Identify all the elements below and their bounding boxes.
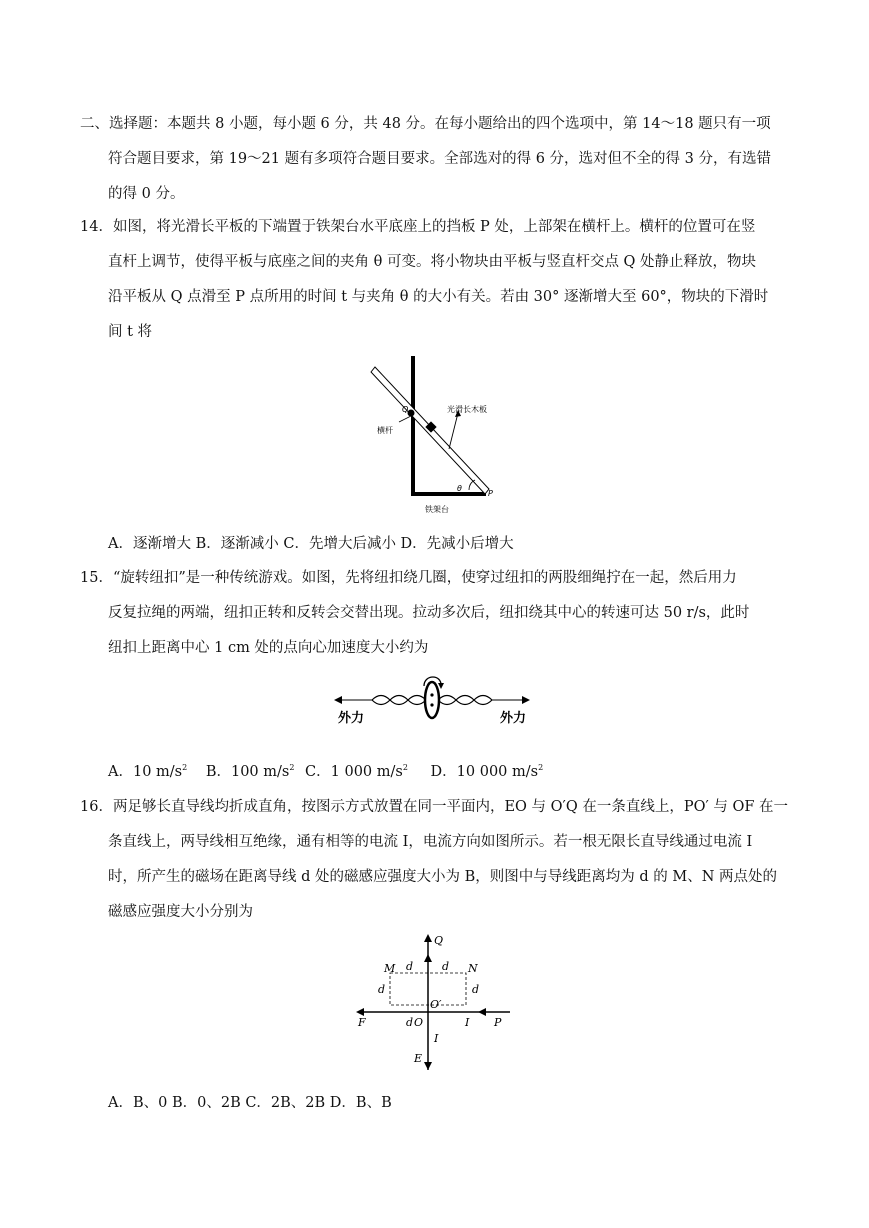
label-force-left: 外力: [338, 711, 365, 726]
q16-line-3: 时，所产生的磁场在距离导线 d 处的磁感应强度大小为 B，则图中与导线距离均为 d 的 M、N 两点处的: [108, 869, 778, 885]
q15-option-c: C．1 000 $m/s^2$: [305, 763, 408, 780]
f-arrowhead: [356, 1008, 364, 1016]
label-d-bottom: d: [406, 1016, 414, 1029]
twisted-string-right-b: [438, 696, 492, 705]
button-hole-1: [430, 693, 433, 696]
q15-line-1: 15．“旋转纽扣”是一种传统游戏。如图，先将纽扣绕几圈，使穿过纽扣的两股细绳拧在一起，然后用力: [80, 570, 737, 586]
q16-options: A．B、0 B．0、2B C．2B、2B D．B、B: [108, 1095, 392, 1111]
label-force-right: 外力: [500, 711, 527, 726]
label-e: E: [414, 1052, 423, 1065]
q14-options: A．逐渐增大 B．逐渐减小 C．先增大后减小 D．先减小后增大: [108, 536, 514, 552]
q16-line-2: 条直线上，两导线相互绝缘，通有相等的电流 I，电流方向如图所示。若一根无限长直导线通过电流 I: [108, 834, 753, 850]
q14-line-4: 间 t 将: [108, 324, 153, 340]
stand-base: [411, 492, 486, 496]
q15-line-3: 纽扣上距离中心 1 cm 处的点向心加速度大小约为: [108, 640, 429, 656]
section-header-line-2: 符合题目要求，第 19～21 题有多项符合题目要求。全部选对的得 6 分，选对但不全的得 3 分，有选错: [108, 151, 772, 167]
label-p: P: [494, 1016, 502, 1029]
section-header-line-1: 二、选择题：本题共 8 小题，每小题 6 分，共 48 分。在每小题给出的四个选项中，第 14～18 题只有一项: [80, 116, 771, 132]
q-arrowhead: [424, 934, 432, 942]
label-d-top-left: d: [406, 960, 414, 973]
twisted-string-left-b: [372, 696, 426, 705]
q15-button-figure: [332, 668, 532, 730]
label-d-left: d: [378, 983, 386, 996]
label-o: O: [414, 1016, 424, 1029]
label-i-bottom: I: [434, 1032, 439, 1045]
label-crossbar: 横杆: [377, 426, 393, 435]
label-d-right: d: [472, 983, 480, 996]
q14-line-1: 14．如图，将光滑长平板的下端置于铁架台水平底座上的挡板 P 处，上部架在横杆上。横杆的位置可在竖: [80, 219, 756, 235]
label-d-top-right: d: [442, 960, 450, 973]
q16-line-1: 16．两足够长直导线均折成直角，按图示方式放置在同一平面内，EO 与 O′Q 在一条直线上，PO′ 与 OF 在一: [80, 799, 789, 815]
label-i-right: I: [465, 1016, 470, 1029]
q15-option-a: A．10 $m/s^2$: [108, 763, 188, 780]
label-o-prime: O′: [430, 998, 442, 1011]
twisted-string-left-a: [372, 696, 426, 705]
board-pointer: [449, 413, 458, 449]
label-m: M: [384, 962, 396, 975]
label-theta: θ: [457, 484, 462, 493]
vertical-rod: [411, 356, 415, 496]
button-hole-2: [430, 703, 433, 706]
label-board: 光滑长木板: [447, 405, 487, 414]
q14-line-2: 直杆上调节，使得平板与底座之间的夹角 θ 可变。将小物块由平板与竖直杆交点 Q 处静止释放，物块: [108, 254, 757, 270]
section-header-line-3: 的得 0 分。: [108, 186, 185, 202]
twisted-string-right-a: [438, 696, 492, 705]
rotation-arrowhead: [438, 683, 444, 689]
q14-incline-figure: [365, 350, 505, 518]
q16-wires-figure: [352, 928, 517, 1074]
label-q: Q: [402, 405, 409, 414]
label-p: P: [488, 489, 493, 498]
button-disc: [425, 682, 439, 718]
q15-options: [108, 760, 543, 781]
upper-current-arrowhead: [424, 954, 432, 962]
q15-option-d: D．10 000 $m/s^2$: [430, 763, 544, 780]
left-arrowhead: [334, 696, 342, 704]
q15-option-b: B．100 $m/s^2$: [205, 763, 295, 780]
label-n: N: [468, 962, 478, 975]
label-f: F: [358, 1016, 366, 1029]
crossbar-knob: [408, 410, 415, 417]
crossbar-pointer: [399, 416, 411, 422]
label-q: Q: [434, 934, 444, 947]
label-stand: 铁架台: [425, 505, 449, 514]
right-arrowhead: [522, 696, 530, 704]
q14-line-3: 沿平板从 Q 点滑至 P 点所用的时间 t 与夹角 θ 的大小有关。若由 30° 逐渐增大至 60°，物块的下滑时: [108, 289, 769, 305]
q15-line-2: 反复拉绳的两端，纽扣正转和反转会交替出现。拉动多次后，纽扣绕其中心的转速可达 50 r/s，此时: [108, 605, 750, 621]
q16-line-4: 磁感应强度大小分别为: [108, 904, 253, 920]
p-current-arrowhead: [478, 1008, 486, 1016]
e-arrowhead: [424, 1062, 432, 1070]
